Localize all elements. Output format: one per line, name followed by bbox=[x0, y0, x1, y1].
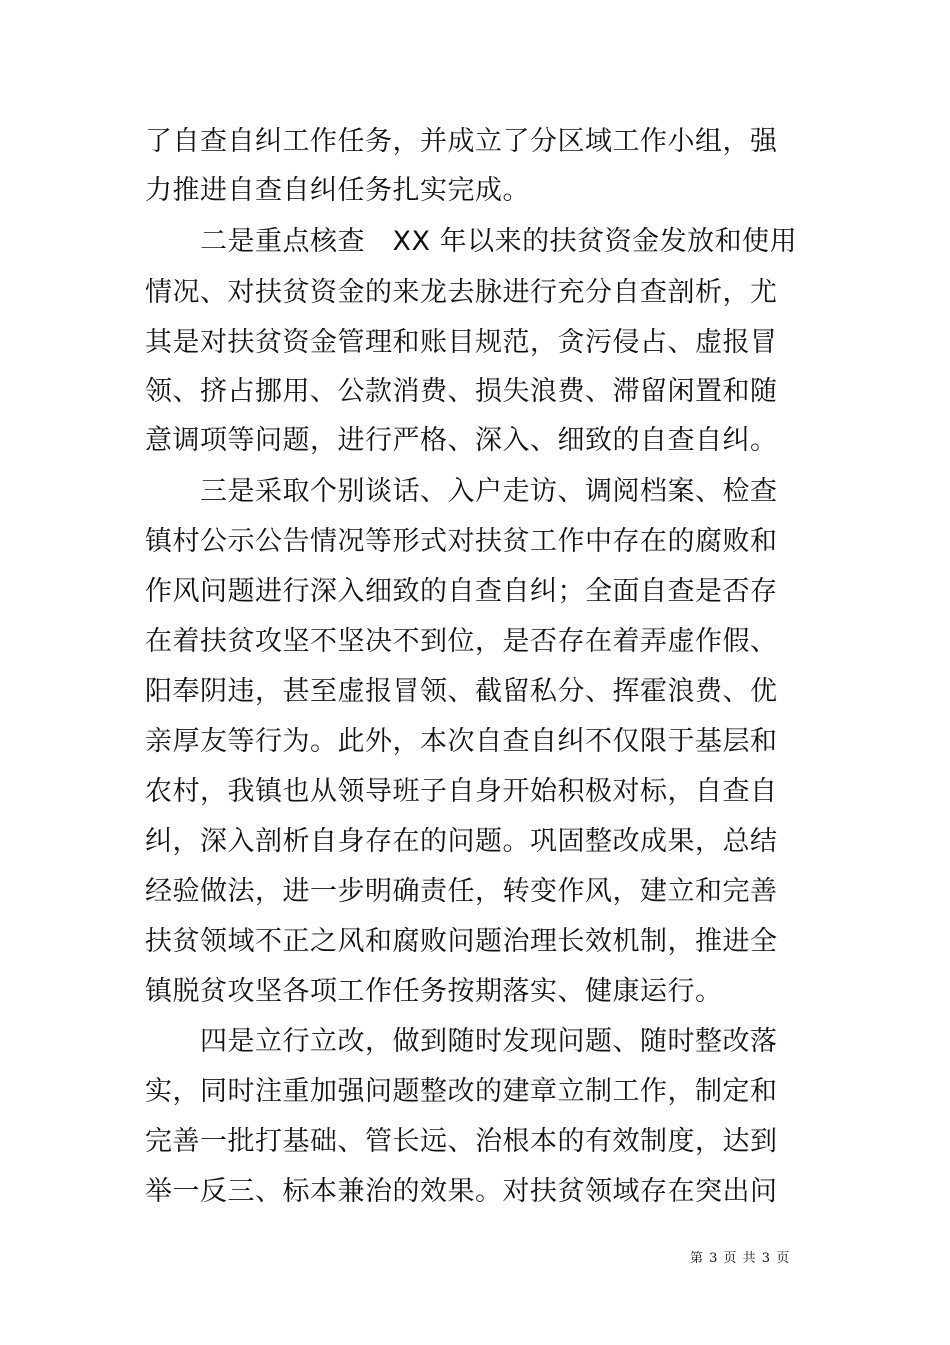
text-line: 镇村公示公告情况等形式对扶贫工作中存在的腐败和 bbox=[145, 526, 778, 557]
text-line: 力推进自查自纠任务扎实完成。 bbox=[145, 175, 530, 206]
text-line: 其是对扶贫资金管理和账目规范，贪污侵占、虚报冒 bbox=[145, 327, 778, 358]
text-line: 亲厚友等行为。此外，本次自查自纠不仅限于基层和 bbox=[145, 726, 778, 757]
text-line: 意调项等问题，进行严格、深入、细致的自查自纠。 bbox=[145, 425, 778, 456]
paragraph-3-first-line: 三是采取个别谈话、入户走访、调阅档案、检查 bbox=[200, 476, 778, 507]
text-line: 实，同时注重加强问题整改的建章立制工作，制定和 bbox=[145, 1076, 778, 1107]
page-number-footer: 第 3 页 共 3 页 bbox=[690, 1251, 791, 1266]
text-line: 镇脱贫攻坚各项工作任务按期落实、健康运行。 bbox=[145, 976, 723, 1007]
text-line: 情况、对扶贫资金的来龙去脉进行充分自查剖析，尤 bbox=[145, 277, 778, 308]
text-line: 举一反三、标本兼治的效果。对扶贫领域存在突出问 bbox=[145, 1176, 778, 1207]
text-line: 扶贫领域不正之风和腐败问题治理长效机制，推进全 bbox=[145, 926, 778, 957]
text-line: 完善一批打基础、管长远、治根本的有效制度，达到 bbox=[145, 1126, 778, 1157]
text-line: 在着扶贫攻坚不坚决不到位，是否存在着弄虚作假、 bbox=[145, 626, 778, 657]
text-line: 阳奉阴违，甚至虚报冒领、截留私分、挥霍浪费、优 bbox=[145, 676, 778, 707]
paragraph-4-first-line: 四是立行立改，做到随时发现问题、随时整改落 bbox=[200, 1026, 778, 1057]
text-line: 纠，深入剖析自身存在的问题。巩固整改成果，总结 bbox=[145, 826, 778, 857]
text-line: 了自查自纠工作任务，并成立了分区域工作小组，强 bbox=[145, 126, 778, 157]
text-line: 经验做法，进一步明确责任，转变作风，建立和完善 bbox=[145, 876, 778, 907]
paragraph-2-first-line: 二是重点核查 XX 年以来的扶贫资金发放和使用 bbox=[200, 226, 798, 257]
text-line: 领、挤占挪用、公款消费、损失浪费、滞留闲置和随 bbox=[145, 376, 778, 407]
text-line: 作风问题进行深入细致的自查自纠；全面自查是否存 bbox=[145, 576, 778, 607]
text-line: 农村，我镇也从领导班子自身开始积极对标，自查自 bbox=[145, 776, 778, 807]
